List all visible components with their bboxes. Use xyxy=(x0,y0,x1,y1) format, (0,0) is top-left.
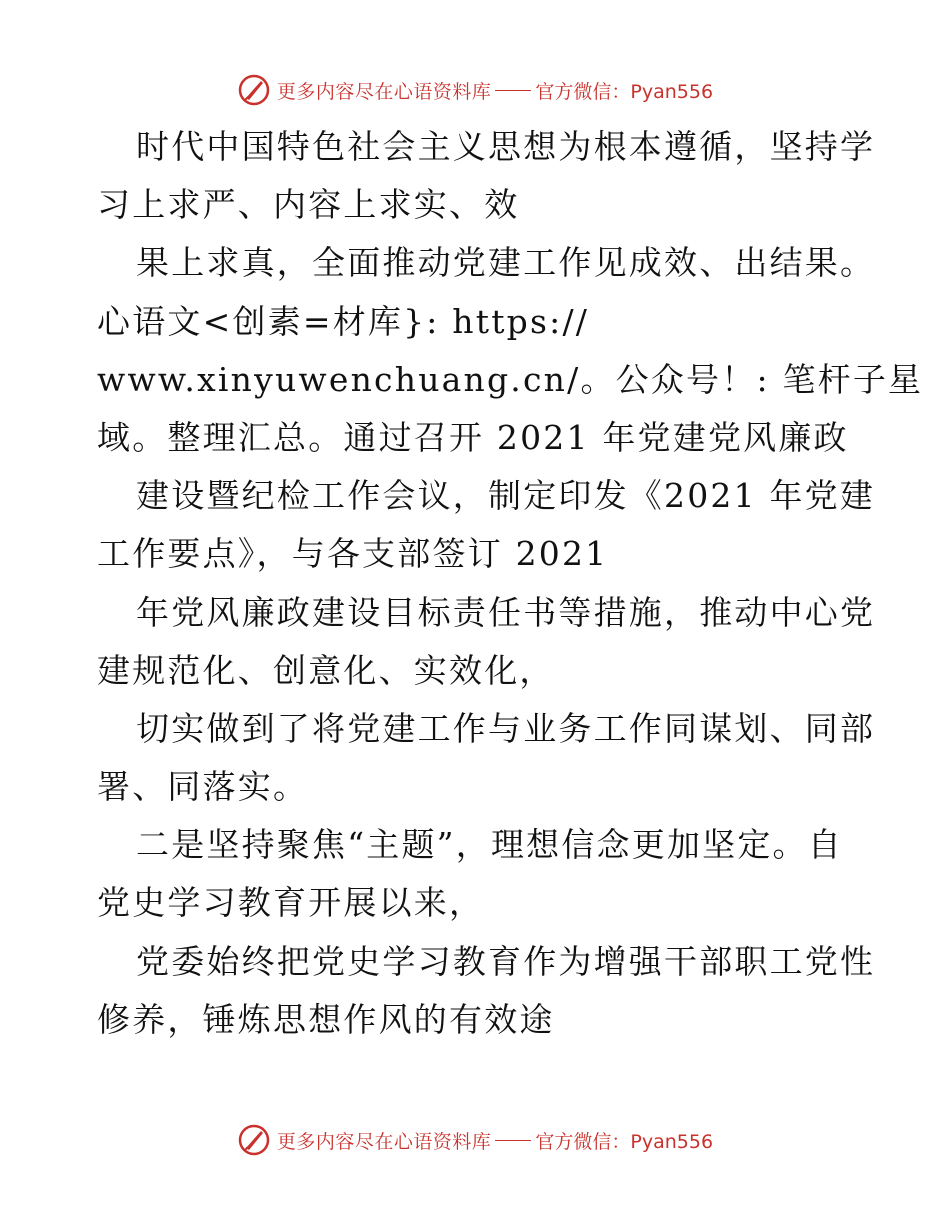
body-line: 时代中国特色社会主义思想为根本遵循，坚持学 xyxy=(136,127,876,166)
body-line: 署、同落实。 xyxy=(97,767,309,807)
body-line: www.xinyuwenchuang.cn/。公众号！: 笔杆子星 xyxy=(97,359,924,399)
header-banner-separator xyxy=(495,90,531,91)
quill-logo-icon xyxy=(237,1123,271,1157)
body-line: 建设暨纪检工作会议，制定印发《2021 年党建 xyxy=(136,476,876,516)
footer-watermark-banner xyxy=(0,1120,950,1160)
body-line: 年党风廉政建设目标责任书等措施，推动中心党 xyxy=(136,592,876,632)
quill-logo-icon xyxy=(237,73,271,107)
body-line: 果上求真，全面推动党建工作见成效、出结果。 xyxy=(136,243,876,283)
header-banner-text: 更多内容尽在心语资料库 xyxy=(276,80,492,103)
body-line: 域。整理汇总。通过召开 2021 年党建党风廉政 xyxy=(97,417,849,457)
footer-banner-wechat: 官方微信：Pyan556 xyxy=(535,1130,714,1153)
footer-banner-separator xyxy=(495,1140,531,1141)
body-line: 修养，锤炼思想作风的有效途 xyxy=(97,999,555,1039)
document-body xyxy=(97,118,924,1049)
body-line: 习上求严、内容上求实、效 xyxy=(97,185,520,225)
header-banner-wechat: 官方微信：Pyan556 xyxy=(535,80,714,103)
body-line: 二是坚持聚焦“主题”，理想信念更加坚定。自 xyxy=(136,825,843,865)
header-watermark-banner xyxy=(0,70,950,110)
body-line: 工作要点》，与各支部签订 2021 xyxy=(97,534,609,574)
body-line: 心语文<创素=材库}: https:// xyxy=(97,301,590,341)
body-line: 党史学习教育开展以来， xyxy=(97,883,485,923)
body-line: 党委始终把党史学习教育作为增强干部职工党性 xyxy=(136,941,876,981)
footer-banner-text: 更多内容尽在心语资料库 xyxy=(276,1130,492,1153)
body-line: 切实做到了将党建工作与业务工作同谋划、同部 xyxy=(136,708,876,748)
body-line: 建规范化、创意化、实效化， xyxy=(97,650,555,690)
